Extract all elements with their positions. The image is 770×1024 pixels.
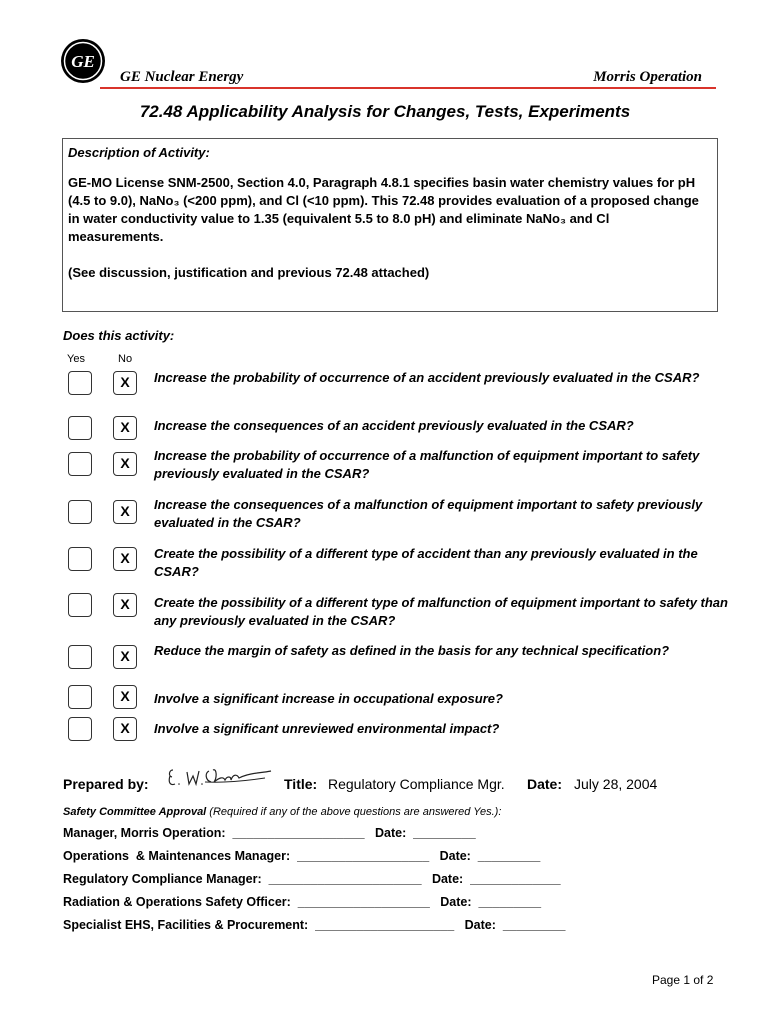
question-2-yes-checkbox[interactable] — [68, 416, 92, 440]
approval-line-radiation[interactable]: Radiation & Operations Safety Officer: ___________________ Date: _________ — [63, 895, 542, 909]
question-8-no-checkbox[interactable]: X — [113, 685, 137, 709]
questions-intro: Does this activity: — [63, 328, 175, 343]
question-5-yes-checkbox[interactable] — [68, 547, 92, 571]
ge-logo — [60, 38, 106, 84]
svg-text:GE: GE — [71, 52, 95, 71]
question-4-text: Increase the consequences of a malfunction of equipment important to safety previously evaluated in the CSAR? — [154, 497, 703, 530]
question-8-yes-checkbox[interactable] — [68, 685, 92, 709]
question-6-no-checkbox[interactable]: X — [113, 593, 137, 617]
description-label: Description of Activity: — [68, 145, 210, 160]
approval-line-regulatory[interactable]: Regulatory Compliance Manager: ______________________ Date: _____________ — [63, 872, 561, 886]
prepared-by-label: Prepared by: — [63, 776, 149, 792]
question-6-text: Create the possibility of a different type of malfunction of equipment important to safety than any previously evaluated in the CSAR? — [154, 595, 728, 628]
document-title: 72.48 Applicability Analysis for Changes, Tests, Experiments — [139, 102, 631, 121]
question-1-no-checkbox[interactable]: X — [113, 371, 137, 395]
approval-heading — [63, 806, 501, 818]
question-3-yes-checkbox[interactable] — [68, 452, 92, 476]
signature — [165, 764, 275, 792]
question-4-no-checkbox[interactable]: X — [113, 500, 137, 524]
approval-title: Safety Committee Approval — [63, 806, 207, 818]
question-5-no-checkbox[interactable]: X — [113, 547, 137, 571]
question-3-no-checkbox[interactable]: X — [113, 452, 137, 476]
question-3-text: Increase the probability of occurrence of a malfunction of equipment important to safety previously evaluated in the CSAR? — [154, 448, 700, 481]
site-name: Morris Operation — [593, 69, 702, 85]
question-1-yes-checkbox[interactable] — [68, 371, 92, 395]
question-8-text: Involve a significant increase in occupational exposure? — [154, 691, 503, 706]
approval-line-operations[interactable]: Operations & Maintenances Manager: ___________________ Date: _________ — [63, 849, 541, 863]
question-9-no-checkbox[interactable]: X — [113, 717, 137, 741]
question-2-text: Increase the consequences of an accident previously evaluated in the CSAR? — [154, 418, 634, 433]
question-7-text: Reduce the margin of safety as defined in the basis for any technical specification? — [154, 643, 670, 658]
approval-note: (Required if any of the above questions are answered Yes.): — [206, 806, 502, 818]
prepared-date-label: Date: — [527, 776, 563, 792]
question-1-text: Increase the probability of occurrence of an accident previously evaluated in the CSAR? — [154, 370, 700, 385]
prepared-title-label: Title: — [284, 776, 318, 792]
question-9-text: Involve a significant unreviewed environmental impact? — [154, 721, 500, 736]
no-column-header: No — [118, 353, 133, 365]
question-7-yes-checkbox[interactable] — [68, 645, 92, 669]
prepared-date-value: July 28, 2004 — [574, 776, 658, 792]
yes-column-header: Yes — [67, 353, 85, 365]
org-name: GE Nuclear Energy — [120, 69, 244, 85]
approval-line-manager[interactable]: Manager, Morris Operation: ___________________ Date: _________ — [63, 826, 476, 840]
description-text: GE-MO License SNM-2500, Section 4.0, Paragraph 4.8.1 specifies basin water chemistry values for pH (4.5 to 9.0), NaNo₃ (<200 ppm), and Cl (<10 ppm). This 72.48 provides evaluation of a proposed change in water conductivity value to 1.35 (equivalent 5.5 to 8.0 pH) and eliminate NaNo₃ and Cl measurements. — [68, 175, 699, 244]
question-9-yes-checkbox[interactable] — [68, 717, 92, 741]
question-4-yes-checkbox[interactable] — [68, 500, 92, 524]
header-divider — [100, 87, 716, 89]
page-number: Page 1 of 2 — [652, 973, 714, 987]
question-6-yes-checkbox[interactable] — [68, 593, 92, 617]
approval-line-ehs[interactable]: Specialist EHS, Facilities & Procurement: ____________________ Date: _________ — [63, 918, 566, 932]
description-note: (See discussion, justification and previous 72.48 attached) — [68, 265, 430, 280]
question-2-no-checkbox[interactable]: X — [113, 416, 137, 440]
question-7-no-checkbox[interactable]: X — [113, 645, 137, 669]
prepared-title-value: Regulatory Compliance Mgr. — [328, 776, 505, 792]
question-5-text: Create the possibility of a different type of accident than any previously evaluated in the CSAR? — [154, 546, 698, 579]
